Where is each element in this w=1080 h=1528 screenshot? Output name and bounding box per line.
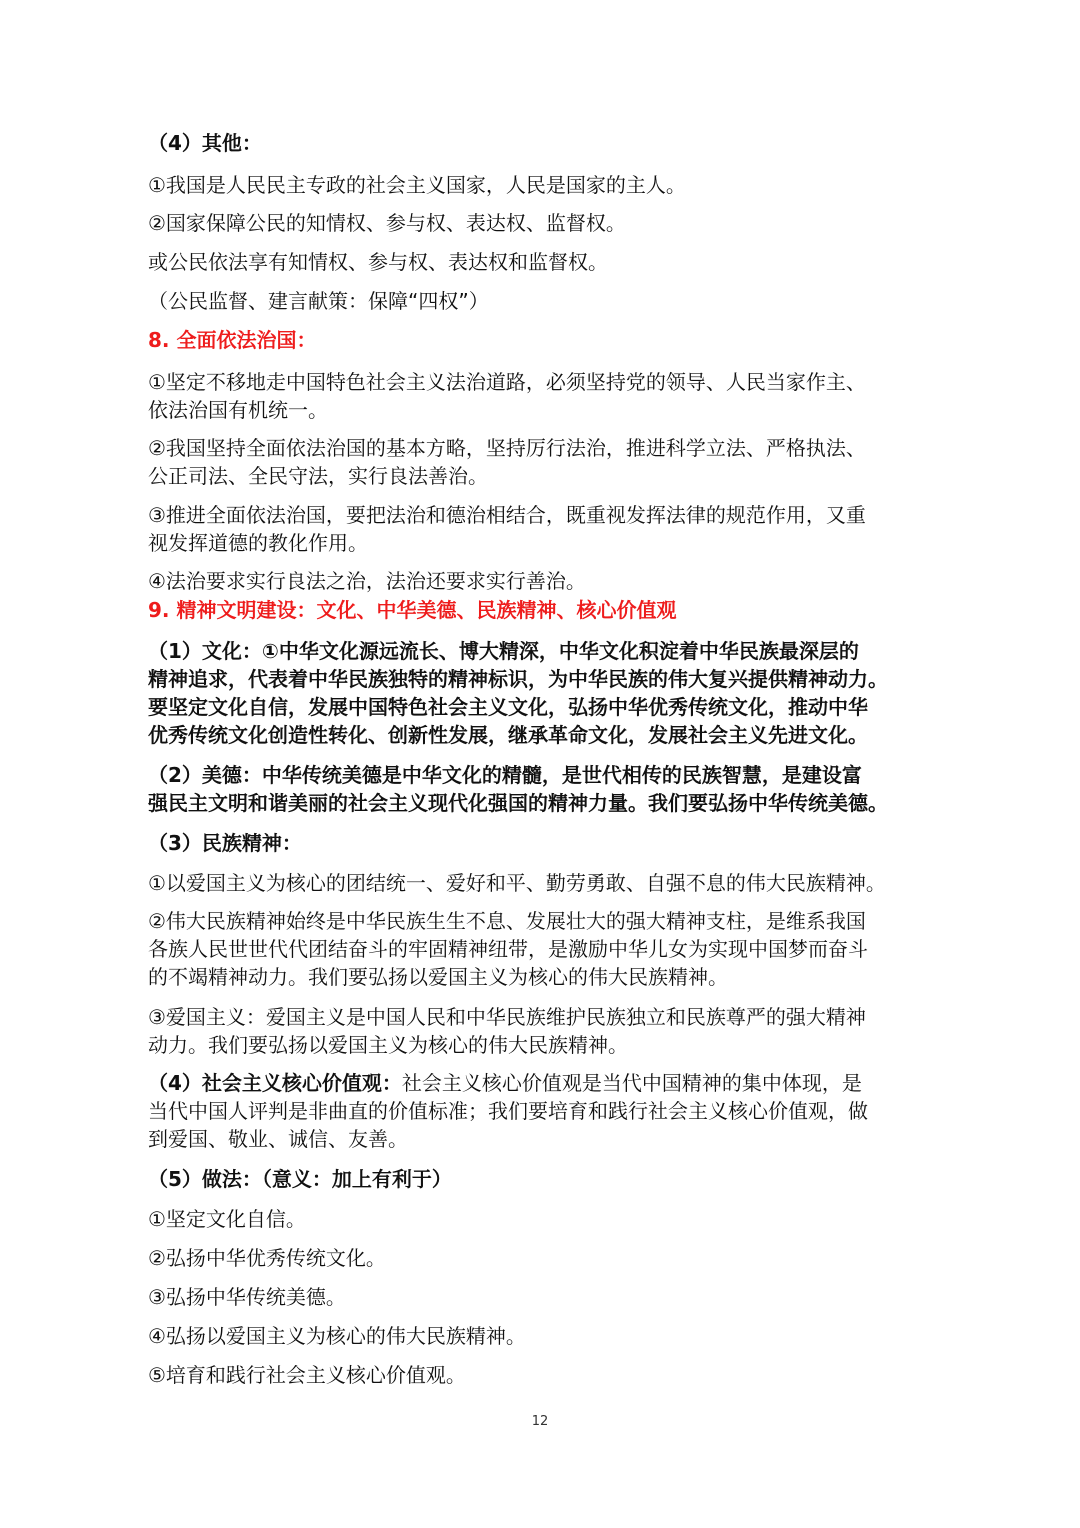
paragraph-line: 依法治国有机统一。 [148,398,328,422]
page-number: 12 [531,1414,549,1429]
list-item: ①坚定文化自信。 [148,1207,306,1231]
subheading-methods: （5）做法：（意义：加上有利于） [148,1167,452,1191]
paragraph-line: 精神追求，代表着中华民族独特的精神标识，为中华民族的伟大复兴提供精神动力。 [148,667,888,691]
paragraph: ①我国是人民民主专政的社会主义国家，人民是国家的主人。 [148,173,686,197]
paragraph-line: （4）社会主义核心价值观：社会主义核心价值观是当代中国精神的集中体现，是 [148,1071,862,1095]
paragraph-line: 到爱国、敬业、诚信、友善。 [148,1127,408,1151]
list-item: ②弘扬中华优秀传统文化。 [148,1246,386,1270]
section-heading-others: （4）其他： [148,131,262,155]
paragraph-line: 的不竭精神动力。我们要弘扬以爱国主义为核心的伟大民族精神。 [148,965,728,989]
paragraph-line: 公正司法、全民守法，实行良法善治。 [148,464,488,488]
paragraph-line: （2）美德：中华传统美德是中华文化的精髓，是世代相传的民族智慧，是建设富 [148,763,862,787]
subheading-culture: （1）文化： [148,639,262,663]
paragraph-line: ②伟大民族精神始终是中华民族生生不息、发展壮大的强大精神支柱，是维系我国 [148,909,866,933]
paragraph-line: 当代中国人评判是非曲直的价值标准；我们要培育和践行社会主义核心价值观，做 [148,1099,868,1123]
paragraph-line: 强民主文明和谐美丽的社会主义现代化强国的精神力量。我们要弘扬中华传统美德。 [148,791,888,815]
paragraph: ④法治要求实行良法之治，法治还要求实行善治。 [148,569,586,593]
paragraph-line: ②我国坚持全面依法治国的基本方略，坚持厉行法治，推进科学立法、严格执法、 [148,436,866,460]
paragraph: （公民监督、建言献策：保障“四权”） [148,289,489,313]
paragraph-line: ①坚定不移地走中国特色社会主义法治道路，必须坚持党的领导、人民当家作主、 [148,370,866,394]
paragraph-line: （1）文化：①中华文化源远流长、博大精深，中华文化积淀着中华民族最深层的 [148,639,859,663]
section-heading-spiritual-civilization: 9. 精神文明建设：文化、中华美德、民族精神、核心价值观 [148,598,677,622]
subheading-core-values: （4）社会主义核心价值观： [148,1071,402,1095]
paragraph: ①以爱国主义为核心的团结统一、爱好和平、勤劳勇敢、自强不息的伟大民族精神。 [148,871,886,895]
paragraph-line: 要坚定文化自信，发展中国特色社会主义文化，弘扬中华优秀传统文化，推动中华 [148,695,868,719]
paragraph-line: ③推进全面依法治国，要把法治和德治相结合，既重视发挥法律的规范作用，又重 [148,503,866,527]
paragraph-line: 各族人民世世代代团结奋斗的牢固精神纽带，是激励中华儿女为实现中国梦而奋斗 [148,937,868,961]
list-item: ⑤培育和践行社会主义核心价值观。 [148,1363,466,1387]
subheading-national-spirit: （3）民族精神： [148,831,302,855]
paragraph-line: 动力。我们要弘扬以爱国主义为核心的伟大民族精神。 [148,1033,628,1057]
list-item: ④弘扬以爱国主义为核心的伟大民族精神。 [148,1324,526,1348]
list-item: ③弘扬中华传统美德。 [148,1285,346,1309]
subheading-virtue: （2）美德： [148,763,262,787]
paragraph: 或公民依法享有知情权、参与权、表达权和监督权。 [148,250,608,274]
paragraph-line: 视发挥道德的教化作用。 [148,531,368,555]
paragraph-line: ③爱国主义：爱国主义是中国人民和中华民族维护民族独立和民族尊严的强大精神 [148,1005,866,1029]
section-heading-rule-of-law: 8. 全面依法治国： [148,328,317,352]
paragraph-line: 优秀传统文化创造性转化、创新性发展，继承革命文化，发展社会主义先进文化。 [148,723,868,747]
paragraph: ②国家保障公民的知情权、参与权、表达权、监督权。 [148,211,626,235]
